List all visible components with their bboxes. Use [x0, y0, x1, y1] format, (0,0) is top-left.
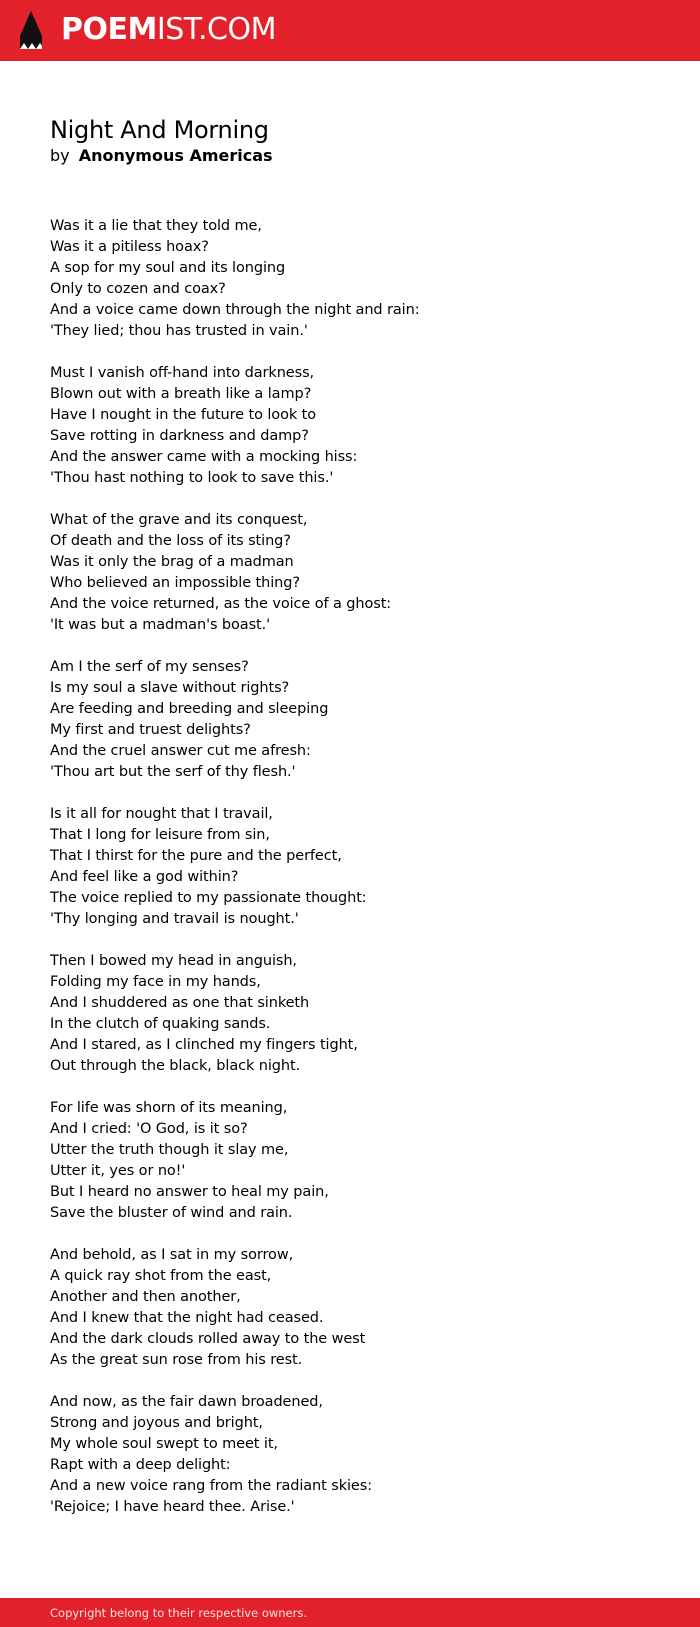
- poem-line: And now, as the fair dawn broadened,: [50, 1394, 323, 1410]
- poem-line: Rapt with a deep delight:: [50, 1457, 231, 1473]
- poem-line: Of death and the loss of its sting?: [50, 533, 291, 549]
- stanza: [50, 951, 650, 1077]
- logo-bold-text: POEM: [61, 12, 157, 47]
- poem-line: Is it all for nought that I travail,: [50, 806, 273, 822]
- author-link[interactable]: Anonymous Americas: [78, 146, 273, 165]
- stanza: [50, 1245, 650, 1371]
- poem-line: Out through the black, black night.: [50, 1058, 301, 1074]
- copyright-text: Copyright belong to their respective owners.: [50, 1606, 308, 1620]
- poem-line: And a voice came down through the night and rain:: [50, 302, 420, 318]
- poem-line: Utter it, yes or no!': [50, 1163, 186, 1179]
- poem-line: Was it only the brag of a madman: [50, 554, 294, 570]
- poem-line: That I thirst for the pure and the perfect,: [50, 848, 342, 864]
- site-header: [0, 0, 700, 61]
- poem-line: And the answer came with a mocking hiss:: [50, 449, 358, 465]
- pencil-logo-icon[interactable]: [18, 10, 44, 50]
- poem-line: Was it a lie that they told me,: [50, 218, 262, 234]
- poem-line: And a new voice rang from the radiant skies:: [50, 1478, 372, 1494]
- poem-line: Folding my face in my hands,: [50, 974, 261, 990]
- poem-line: And I cried: 'O God, is it so?: [50, 1121, 248, 1137]
- poem-line: The voice replied to my passionate thought:: [50, 890, 367, 906]
- poem-byline: [50, 146, 650, 166]
- poem-line: But I heard no answer to heal my pain,: [50, 1184, 329, 1200]
- poem-line: My whole soul swept to meet it,: [50, 1436, 278, 1452]
- poem-line: 'Thy longing and travail is nought.': [50, 911, 299, 927]
- poem-line: For life was shorn of its meaning,: [50, 1100, 288, 1116]
- poem-line: Only to cozen and coax?: [50, 281, 226, 297]
- by-label: by: [50, 146, 70, 165]
- site-footer: [0, 1598, 700, 1627]
- poem-line: In the clutch of quaking sands.: [50, 1016, 271, 1032]
- stanza: [50, 363, 650, 489]
- stanza: [50, 1098, 650, 1224]
- poem-content: [50, 114, 650, 1539]
- poem-line: And I knew that the night had ceased.: [50, 1310, 324, 1326]
- poem-line: Strong and joyous and bright,: [50, 1415, 263, 1431]
- poem-line: Save the bluster of wind and rain.: [50, 1205, 293, 1221]
- stanza: [50, 657, 650, 783]
- poem-line: Who believed an impossible thing?: [50, 575, 300, 591]
- poem-line: 'Thou hast nothing to look to save this.': [50, 470, 334, 486]
- poem-line: My first and truest delights?: [50, 722, 251, 738]
- site-logo[interactable]: [61, 12, 276, 48]
- poem-line: Are feeding and breeding and sleeping: [50, 701, 329, 717]
- poem-line: Save rotting in darkness and damp?: [50, 428, 309, 444]
- poem-line: A quick ray shot from the east,: [50, 1268, 272, 1284]
- poem-line: Is my soul a slave without rights?: [50, 680, 290, 696]
- stanza: [50, 804, 650, 930]
- poem-line: And the cruel answer cut me afresh:: [50, 743, 311, 759]
- poem-line: 'They lied; thou has trusted in vain.': [50, 323, 308, 339]
- poem-line: Am I the serf of my senses?: [50, 659, 249, 675]
- poem-line: As the great sun rose from his rest.: [50, 1352, 303, 1368]
- poem-line: Must I vanish off-hand into darkness,: [50, 365, 315, 381]
- poem-line: Blown out with a breath like a lamp?: [50, 386, 312, 402]
- poem-line: And feel like a god within?: [50, 869, 239, 885]
- poem-line: A sop for my soul and its longing: [50, 260, 286, 276]
- poem-body: [50, 216, 650, 1518]
- poem-line: That I long for leisure from sin,: [50, 827, 270, 843]
- poem-line: And I stared, as I clinched my fingers tight,: [50, 1037, 358, 1053]
- poem-title: Night And Morning: [50, 116, 269, 144]
- poem-line: Then I bowed my head in anguish,: [50, 953, 297, 969]
- logo-light-text: IST.COM: [156, 12, 276, 47]
- stanza: [50, 510, 650, 636]
- poem-line: Was it a pitiless hoax?: [50, 239, 209, 255]
- poem-line: Utter the truth though it slay me,: [50, 1142, 289, 1158]
- poem-line: Another and then another,: [50, 1289, 241, 1305]
- poem-line: And the voice returned, as the voice of a ghost:: [50, 596, 392, 612]
- poem-line: And I shuddered as one that sinketh: [50, 995, 310, 1011]
- stanza: [50, 216, 650, 342]
- poem-line: 'Rejoice; I have heard thee. Arise.': [50, 1499, 295, 1515]
- poem-line: And the dark clouds rolled away to the west: [50, 1331, 366, 1347]
- poem-line: 'It was but a madman's boast.': [50, 617, 271, 633]
- poem-line: 'Thou art but the serf of thy flesh.': [50, 764, 296, 780]
- stanza: [50, 1392, 650, 1518]
- poem-line: Have I nought in the future to look to: [50, 407, 317, 423]
- poem-line: What of the grave and its conquest,: [50, 512, 308, 528]
- poem-line: And behold, as I sat in my sorrow,: [50, 1247, 294, 1263]
